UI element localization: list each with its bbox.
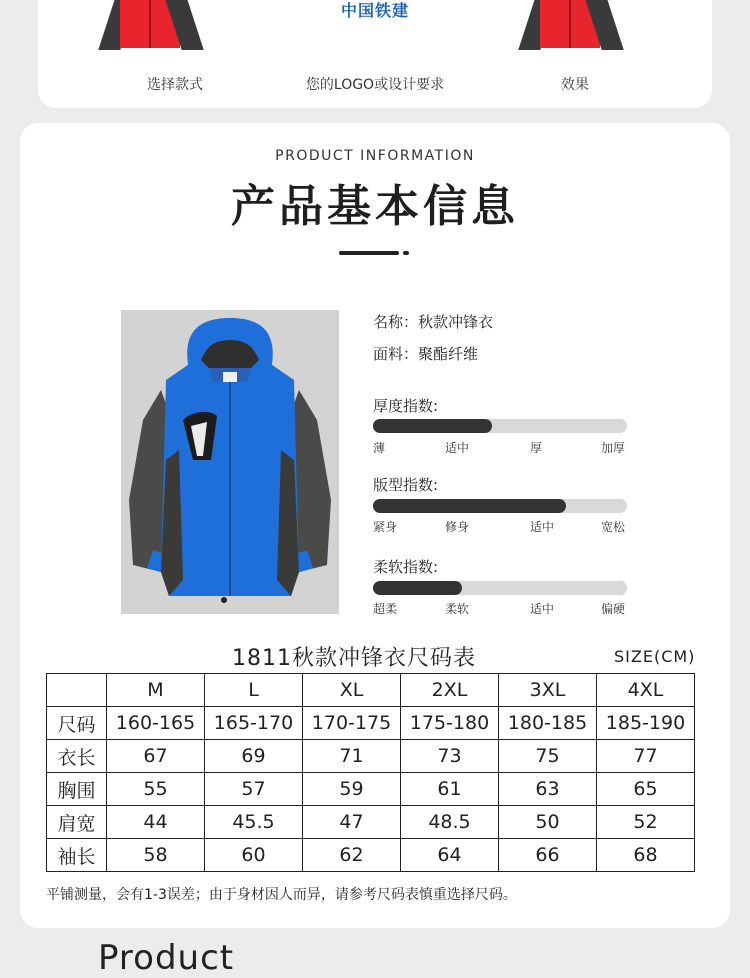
size-unit-label: SIZE(CM) bbox=[614, 647, 696, 666]
table-cell: 69 bbox=[205, 740, 303, 773]
row-label: 胸围 bbox=[47, 773, 107, 806]
fit-tick-2: 修身 bbox=[445, 520, 470, 534]
section-eyebrow: PRODUCT INFORMATION bbox=[275, 148, 475, 164]
table-cell: 63 bbox=[499, 773, 597, 806]
table-row bbox=[47, 773, 695, 806]
table-cell: 47 bbox=[303, 806, 401, 839]
table-cell: 180-185 bbox=[499, 707, 597, 740]
table-cell: 55 bbox=[107, 773, 205, 806]
size-col-header: XL bbox=[303, 674, 401, 707]
table-cell: 165-170 bbox=[205, 707, 303, 740]
table-cell: 44 bbox=[107, 806, 205, 839]
table-row bbox=[47, 740, 695, 773]
size-col-header: M bbox=[107, 674, 205, 707]
jacket-illustration bbox=[121, 310, 339, 614]
size-col-header: 2XL bbox=[401, 674, 499, 707]
table-cell: 52 bbox=[597, 806, 695, 839]
table-cell: 73 bbox=[401, 740, 499, 773]
title-underline-dot bbox=[403, 251, 409, 255]
softness-meter-fill bbox=[373, 581, 462, 595]
table-cell: 58 bbox=[107, 839, 205, 872]
table-cell: 48.5 bbox=[401, 806, 499, 839]
size-col-header: 4XL bbox=[597, 674, 695, 707]
table-cell: 61 bbox=[401, 773, 499, 806]
table-cell: 65 bbox=[597, 773, 695, 806]
size-col-header: 3XL bbox=[499, 674, 597, 707]
table-cell: 66 bbox=[499, 839, 597, 872]
table-row bbox=[47, 806, 695, 839]
softness-meter-track bbox=[373, 581, 627, 595]
softness-tick-2: 柔软 bbox=[445, 602, 470, 616]
fit-tick-3: 适中 bbox=[530, 520, 555, 534]
table-cell: 77 bbox=[597, 740, 695, 773]
softness-tick-4: 偏硬 bbox=[601, 602, 626, 616]
table-row bbox=[47, 707, 695, 740]
fit-tick-1: 紧身 bbox=[373, 520, 398, 534]
softness-tick-3: 适中 bbox=[530, 602, 555, 616]
title-underline bbox=[339, 251, 399, 255]
step-label-style: 选择款式 bbox=[147, 77, 203, 93]
size-table-header-row bbox=[47, 674, 695, 707]
table-row bbox=[47, 839, 695, 872]
size-table-title: 1811秋款冲锋衣尺码表 bbox=[232, 646, 476, 671]
table-cell: 67 bbox=[107, 740, 205, 773]
table-cell: 75 bbox=[499, 740, 597, 773]
spec-fabric-value: 聚酯纤维 bbox=[418, 345, 479, 363]
table-cell: 68 bbox=[597, 839, 695, 872]
fit-tick-4: 宽松 bbox=[601, 520, 626, 534]
table-cell: 185-190 bbox=[597, 707, 695, 740]
red-jacket-left-image bbox=[90, 0, 210, 58]
thickness-meter-title: 厚度指数: bbox=[373, 397, 439, 415]
fit-meter-track bbox=[373, 499, 627, 513]
row-label: 尺码 bbox=[47, 707, 107, 740]
table-cell: 64 bbox=[401, 839, 499, 872]
next-section-heading: Product bbox=[98, 938, 235, 978]
fit-meter-fill bbox=[373, 499, 566, 513]
row-label: 袖长 bbox=[47, 839, 107, 872]
row-label: 肩宽 bbox=[47, 806, 107, 839]
table-cell: 50 bbox=[499, 806, 597, 839]
thickness-tick-2: 适中 bbox=[445, 441, 470, 455]
row-label: 衣长 bbox=[47, 740, 107, 773]
section-title: 产品基本信息 bbox=[231, 181, 519, 232]
thickness-tick-1: 薄 bbox=[373, 441, 386, 455]
spec-name-key: 名称： bbox=[373, 313, 419, 331]
softness-meter-title: 柔软指数: bbox=[373, 558, 439, 576]
table-cell: 170-175 bbox=[303, 707, 401, 740]
table-cell: 45.5 bbox=[205, 806, 303, 839]
table-cell: 62 bbox=[303, 839, 401, 872]
table-cell: 60 bbox=[205, 839, 303, 872]
spec-name-value: 秋款冲锋衣 bbox=[418, 313, 494, 331]
size-table-corner bbox=[47, 674, 107, 707]
step-label-logo: 您的LOGO或设计要求 bbox=[305, 77, 445, 93]
size-col-header: L bbox=[205, 674, 303, 707]
table-cell: 71 bbox=[303, 740, 401, 773]
spec-fabric-key: 面料： bbox=[373, 345, 419, 363]
brand-logo-text: 中国铁建 bbox=[340, 1, 409, 20]
table-cell: 57 bbox=[205, 773, 303, 806]
thickness-meter-track bbox=[373, 419, 627, 433]
step-label-result: 效果 bbox=[561, 77, 589, 93]
fit-meter-title: 版型指数: bbox=[373, 476, 439, 494]
thickness-tick-4: 加厚 bbox=[601, 441, 626, 455]
table-cell: 175-180 bbox=[401, 707, 499, 740]
thickness-tick-3: 厚 bbox=[530, 441, 543, 455]
thickness-meter-fill bbox=[373, 419, 492, 433]
measurement-note: 平铺测量，会有1-3误差；由于身材因人而异，请参考尺码表慎重选择尺码。 bbox=[46, 887, 517, 903]
red-jacket-right-image bbox=[510, 0, 630, 58]
softness-tick-1: 超柔 bbox=[373, 602, 398, 616]
table-cell: 160-165 bbox=[107, 707, 205, 740]
spec-fabric bbox=[373, 343, 478, 364]
product-photo bbox=[121, 310, 339, 614]
table-cell: 59 bbox=[303, 773, 401, 806]
spec-name bbox=[373, 311, 493, 332]
size-table bbox=[46, 673, 695, 872]
